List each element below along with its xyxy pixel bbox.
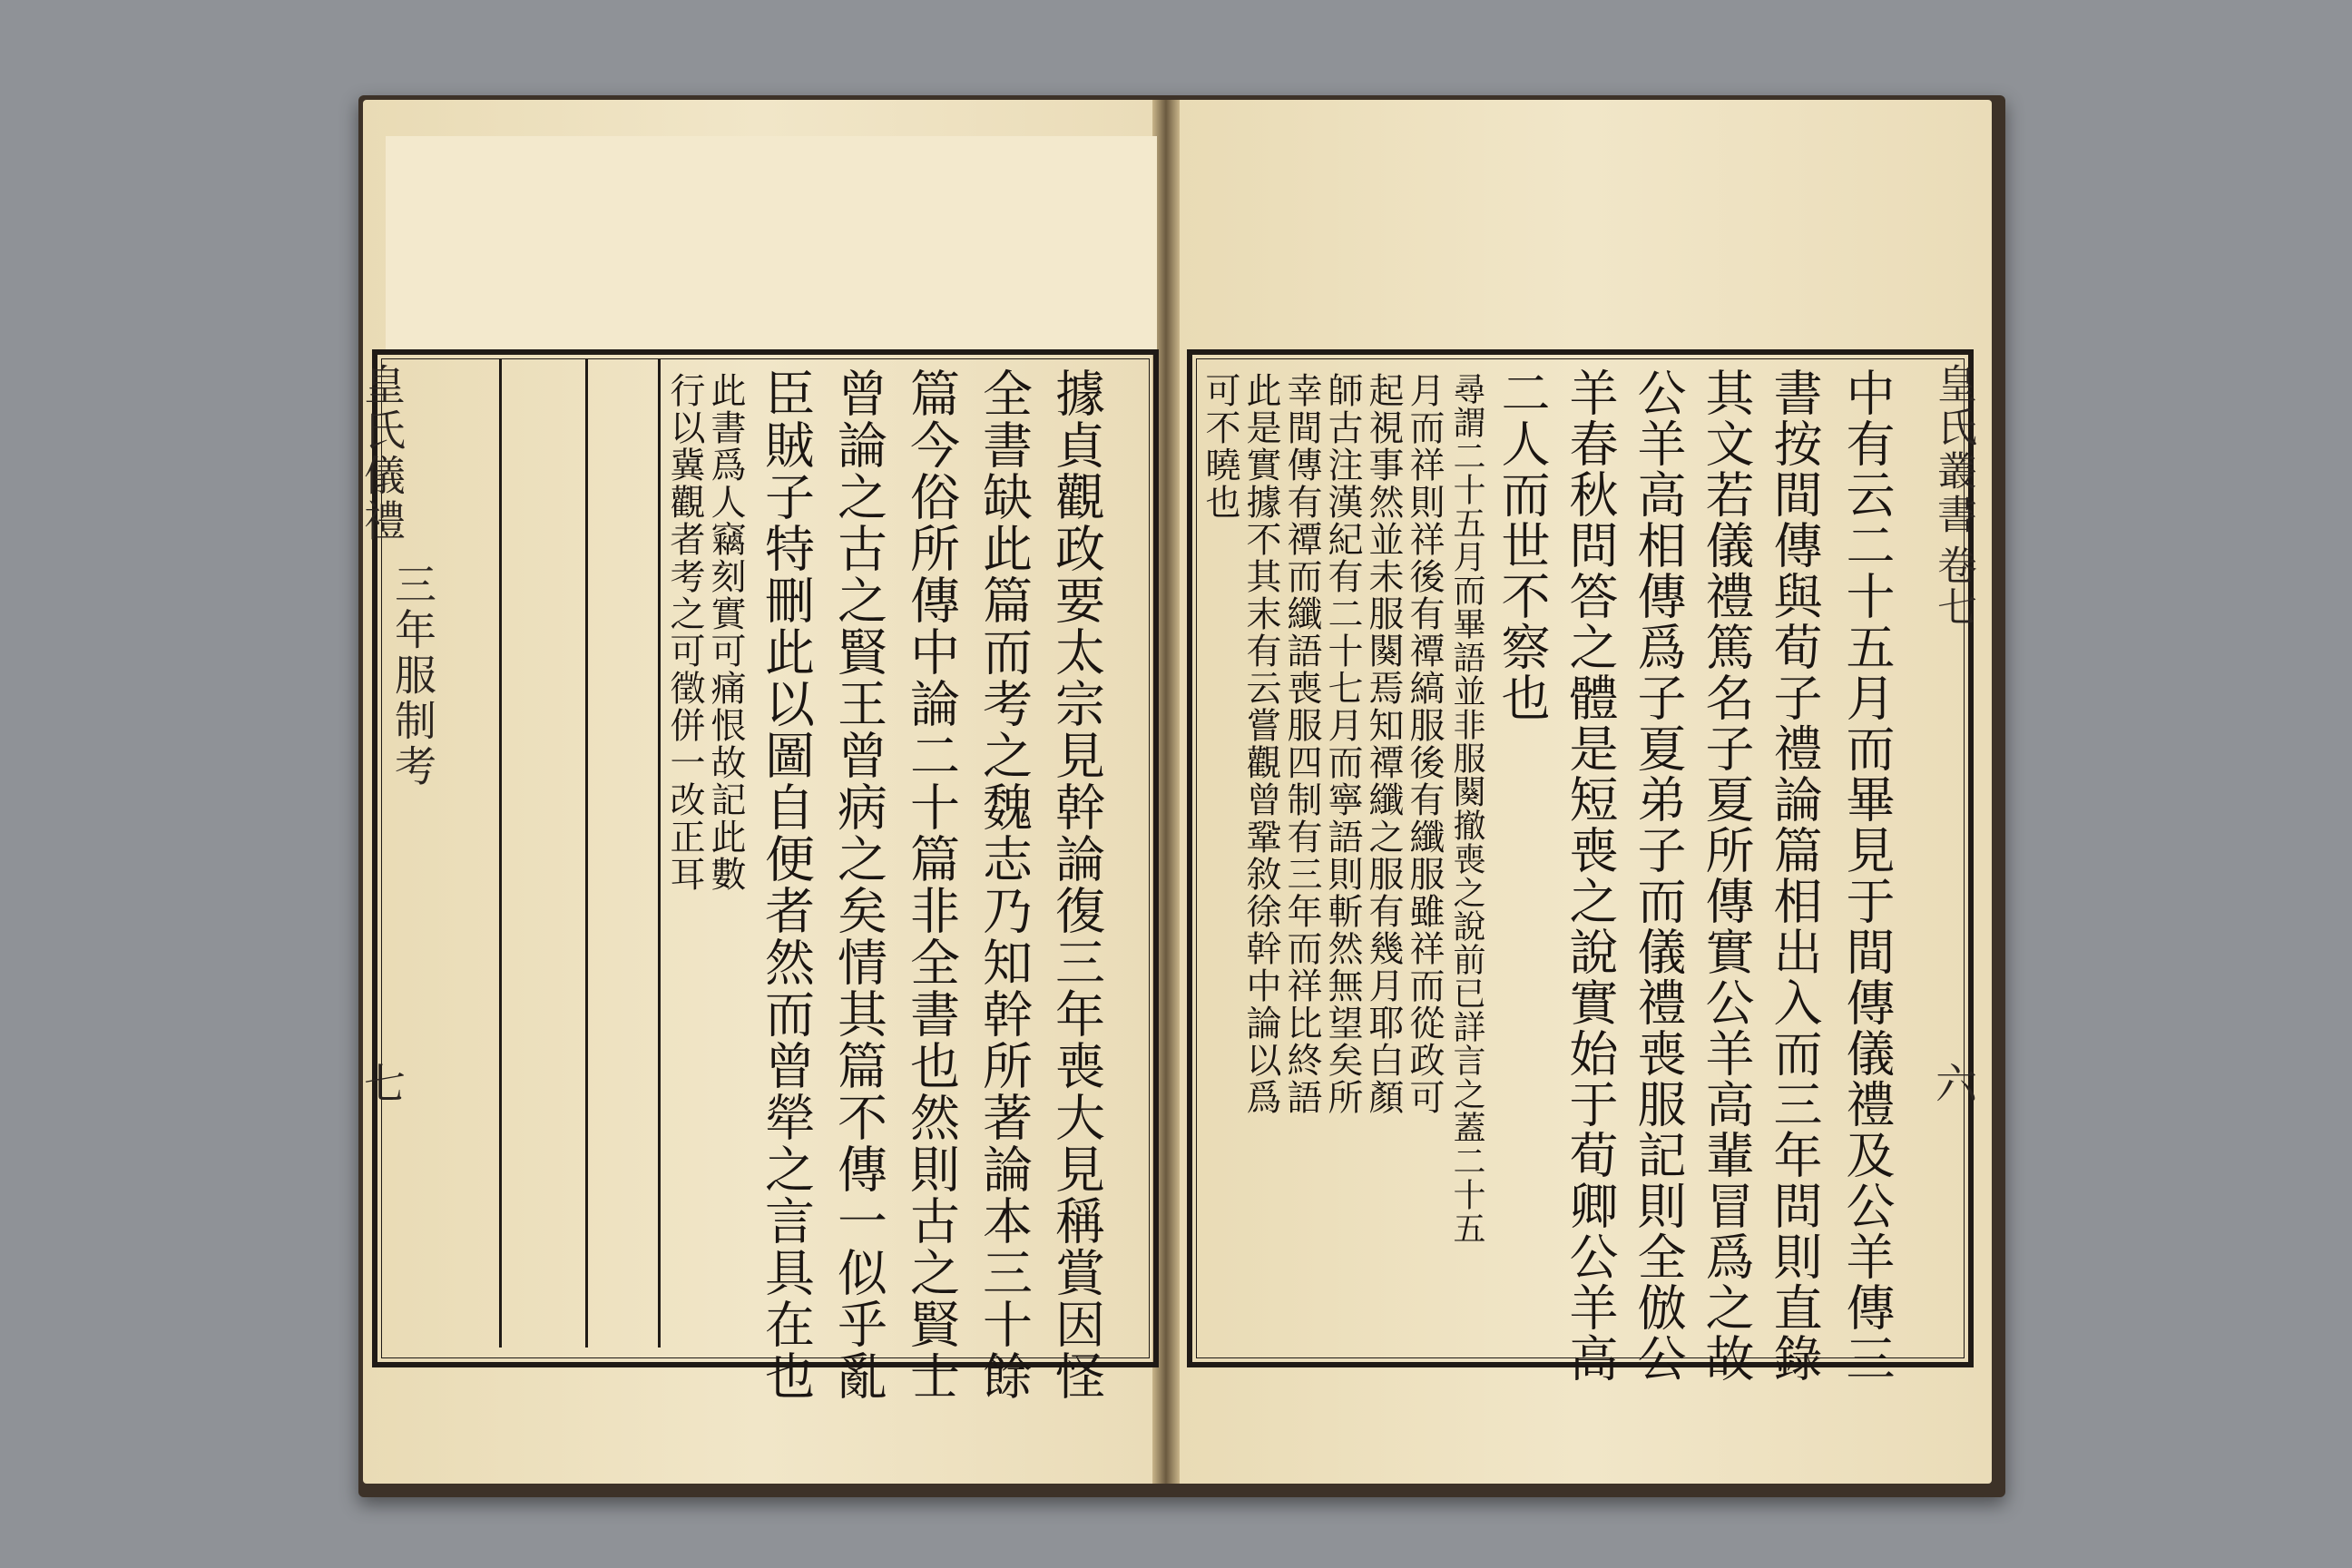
right-margin-title: 皇氏叢書 — [1930, 363, 1976, 537]
right-text-column: 羊春秋問答之體是短喪之說實始于荀卿公羊高 — [1562, 368, 1619, 1384]
right-text-column: 月而祥則祥後有禫縞服後有纖服雖祥而從政可 — [1404, 372, 1445, 1116]
repair-paper-patch — [386, 136, 1157, 355]
right-text-column: 此是實據不其末有云嘗觀曾鞏敘徐幹中論以爲 — [1240, 372, 1281, 1116]
left-column-rule — [585, 358, 588, 1348]
left-text-column: 曾論之古之賢王曾病之矣情其篇不傳一似乎亂 — [829, 368, 887, 1402]
right-margin-volume: 卷七 — [1930, 544, 1976, 628]
right-text-column: 幸間傳有禫而纖語喪服四制有三年而祥比終語 — [1281, 372, 1322, 1116]
right-text-column: 書按間傳與荀子禮論篇相出入而三年問則直錄 — [1766, 368, 1823, 1384]
right-text-column: 二人而世不察也 — [1494, 368, 1551, 723]
left-text-column: 行以冀觀者考之可徵併一改正耳 — [664, 372, 705, 893]
right-margin-folio: 六 — [1929, 1062, 1978, 1103]
right-text-column: 師古注漢紀有二十七月而寧語則斬然無望矣所 — [1322, 372, 1363, 1116]
left-text-column: 臣賊子特刪此以圖自便者然而曾犖之言具在也 — [757, 368, 815, 1402]
right-text-column: 中有云二十五月而畢見于間傳儀禮及公羊傳三 — [1838, 368, 1896, 1384]
left-column-rule — [658, 358, 661, 1348]
left-text-column: 據貞觀政要太宗見幹論復三年喪大見稱賞因怪 — [1047, 368, 1105, 1402]
left-column-rule — [499, 358, 502, 1348]
left-text-column: 全書缺此篇而考之魏志乃知幹所著論本三十餘 — [975, 368, 1033, 1402]
right-text-column: 可不曉也 — [1200, 372, 1240, 521]
left-margin-folio: 七 — [358, 1062, 407, 1103]
right-text-column: 其文若儀禮篤名子夏所傳實公羊高輩冒爲之故 — [1698, 368, 1755, 1384]
left-text-column: 篇今俗所傳中論二十篇非全書也然則古之賢士 — [902, 368, 960, 1402]
right-text-column: 尋謂二十五月而畢語並非服闋撤喪之說前已詳言之蓋二十五 — [1448, 372, 1485, 1245]
left-margin-section: 三年服制考 — [388, 563, 437, 789]
right-text-column: 起視事然並未服闋焉知禫纖之服有幾月耶白顏 — [1363, 372, 1404, 1116]
left-text-column: 此書爲人竊刻實可痛恨故記此數 — [705, 372, 746, 893]
left-margin-title: 皇氏儀禮 — [358, 363, 407, 544]
right-text-column: 公羊高相傳爲子夏弟子而儀禮喪服記則全倣公 — [1630, 368, 1687, 1384]
